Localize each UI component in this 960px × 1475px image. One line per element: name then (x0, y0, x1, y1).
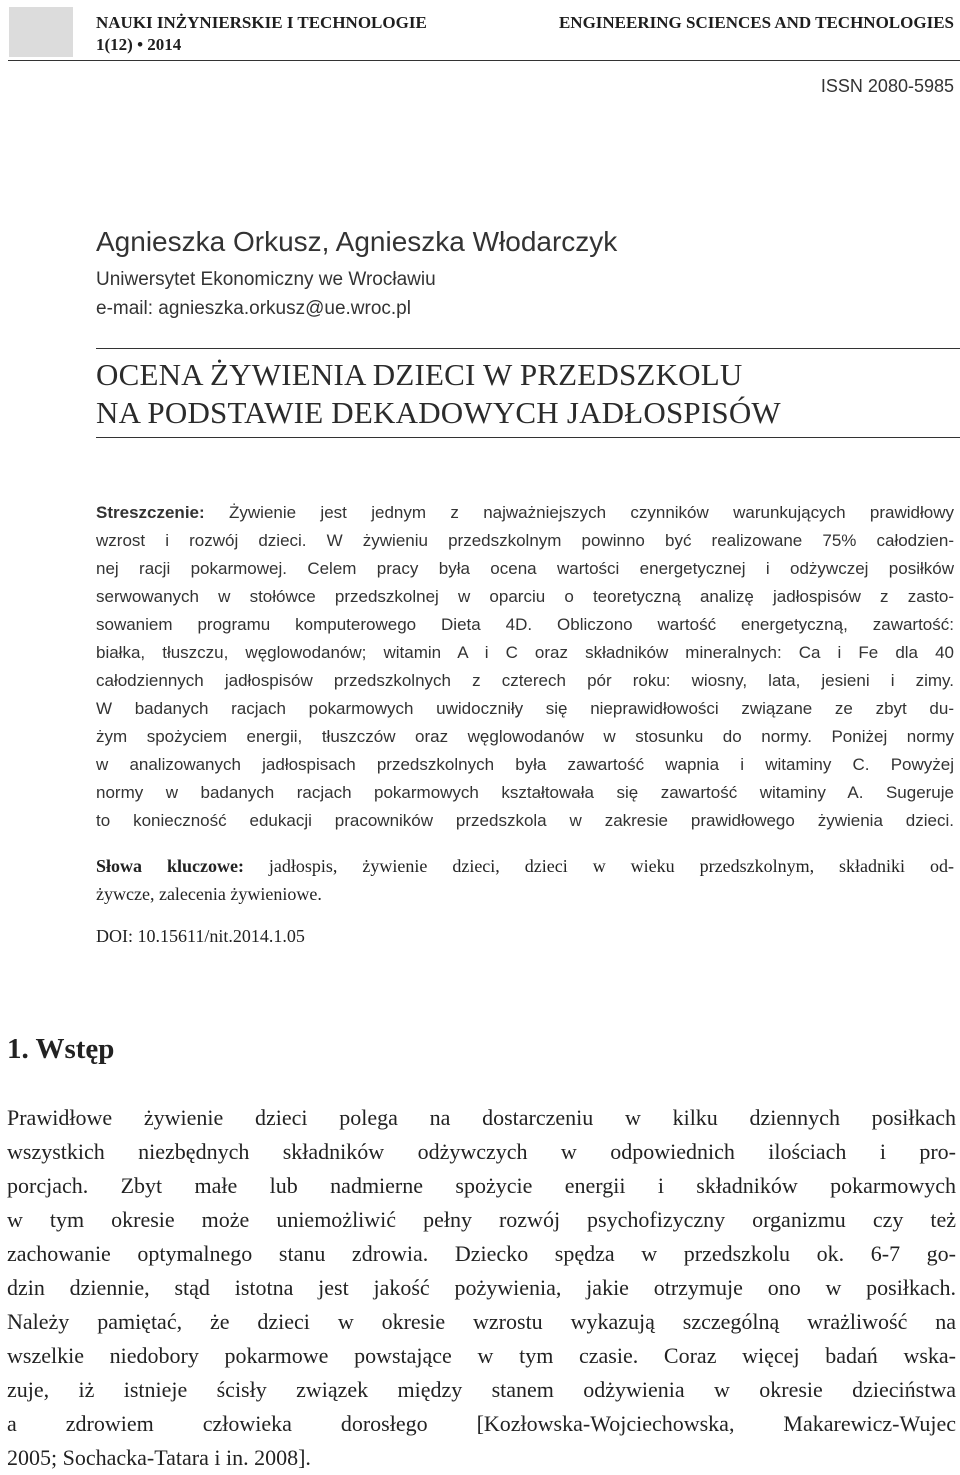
author-names: Agnieszka Orkusz, Agnieszka Włodarczyk (96, 226, 618, 257)
body-line: Prawidłowe żywienie dzieci polega na dostarczeniu w kilku dziennych posiłkach (7, 1105, 956, 1130)
header-divider (8, 60, 960, 61)
title-bottom-rule (96, 437, 960, 438)
body-line: Należy pamiętać, że dzieci w okresie wzrostu wykazują szczególną wrażliwość na (7, 1309, 956, 1334)
abstract-line: nej racji pokarmowej. Celem pracy była ocena wartości energetycznej i odżywczej posiłków (96, 559, 954, 578)
abstract-line: W badanych racjach pokarmowych uwidoczniły się nieprawidłowości związane ze zbyt du- (96, 699, 954, 718)
email[interactable]: e-mail: agnieszka.orkusz@ue.wroc.pl (96, 298, 411, 319)
body-line: wszystkich niezbędnych składników odżywczych w odpowiednich ilościach i pro- (7, 1139, 956, 1164)
body-line: a zdrowiem człowieka dorosłego [Kozłowska-Wojciechowska, Makarewicz-Wujec (7, 1411, 956, 1436)
journal-header-left (96, 12, 427, 56)
doi: DOI: 10.15611/nit.2014.1.05 (96, 926, 305, 946)
journal-title-pl: NAUKI INŻYNIERSKIE I TECHNOLOGIE (96, 13, 427, 32)
abstract-line: białka, tłuszczu, węglowodanów; witamin A i C oraz składników mineralnych: Ca i Fe dla 40 (96, 643, 954, 662)
journal-title-en: ENGINEERING SCIENCES AND TECHNOLOGIES (558, 13, 954, 32)
header-gray-box (9, 7, 73, 57)
abstract (96, 499, 954, 835)
body-line: wszelkie niedobory pokarmowe powstające w tym czasie. Coraz więcej badań wska- (7, 1343, 956, 1368)
body-line: zachowanie optymalnego stanu zdrowia. Dziecko spędza w przedszkolu ok. 6-7 go- (7, 1241, 956, 1266)
abstract-line: Żywienie jest jednym z najważniejszych czynników warunkujących prawidłowy (204, 503, 954, 522)
abstract-line: to konieczność edukacji pracowników przedszkola w zakresie prawidłowego żywienia dzieci. (96, 811, 954, 830)
body-line: w tym okresie może uniemożliwić pełny rozwój psychofizyczny organizmu czy też (7, 1207, 956, 1232)
journal-issue: 1(12) • 2014 (96, 35, 182, 54)
body-line: dzin dziennie, stąd istotna jest jakość pożywienia, jakie otrzymuje ono w posiłkach. (7, 1275, 956, 1300)
issn: ISSN 2080-5985 (820, 76, 954, 96)
abstract-label: Streszczenie: (96, 503, 205, 522)
body-line: zuje, iż istnieje ścisły związek między stanem odżywienia w okresie dzieciństwa (7, 1377, 956, 1402)
title-line-1: OCENA ŻYWIENIA DZIECI W PRZEDSZKOLU (96, 357, 743, 392)
keywords-line: żywcze, zalecenia żywieniowe. (96, 884, 322, 904)
author-info (96, 265, 436, 323)
abstract-line: serwowanych w stołówce przedszkolnej w oparciu o teoretyczną analizę jadłospisów z zasto- (96, 587, 954, 606)
abstract-line: sowaniem programu komputerowego Dieta 4D. Obliczono wartość energetyczną, zawartość: (96, 615, 954, 634)
body-line: 2005; Sochacka-Tatara i in. 2008]. (7, 1445, 311, 1470)
abstract-line: wzrost i rozwój dzieci. W żywieniu przedszkolnym powinno być realizowane 75% całodzien- (96, 531, 954, 550)
abstract-line: całodziennych jadłospisów przedszkolnych z czterech pór roku: wiosny, lata, jesieni i zimy. (96, 671, 954, 690)
abstract-line: w analizowanych jadłospisach przedszkolnych była zawartość wapnia i witaminy C. Powyżej (96, 755, 954, 774)
keywords (96, 852, 954, 908)
affiliation: Uniwersytet Ekonomiczny we Wrocławiu (96, 269, 436, 290)
title-top-rule (96, 348, 960, 349)
title-line-2: NA PODSTAWIE DEKADOWYCH JADŁOSPISÓW (96, 395, 781, 430)
abstract-line: żym spożyciem energii, tłuszczów oraz węglowodanów w stosunku do normy. Poniżej normy (96, 727, 954, 746)
keywords-line: jadłospis, żywienie dzieci, dzieci w wieku przedszkolnym, składniki od- (243, 856, 955, 876)
keywords-label: Słowa kluczowe: (96, 856, 244, 876)
paper-title (96, 356, 781, 432)
section-body (7, 1101, 956, 1475)
section-heading: 1. Wstęp (7, 1033, 115, 1065)
body-line: porcjach. Zbyt małe lub nadmierne spożycie energii i składników pokarmowych (7, 1173, 956, 1198)
abstract-line: normy w badanych racjach pokarmowych kształtowała się zawartość witaminy A. Sugeruje (96, 783, 954, 802)
